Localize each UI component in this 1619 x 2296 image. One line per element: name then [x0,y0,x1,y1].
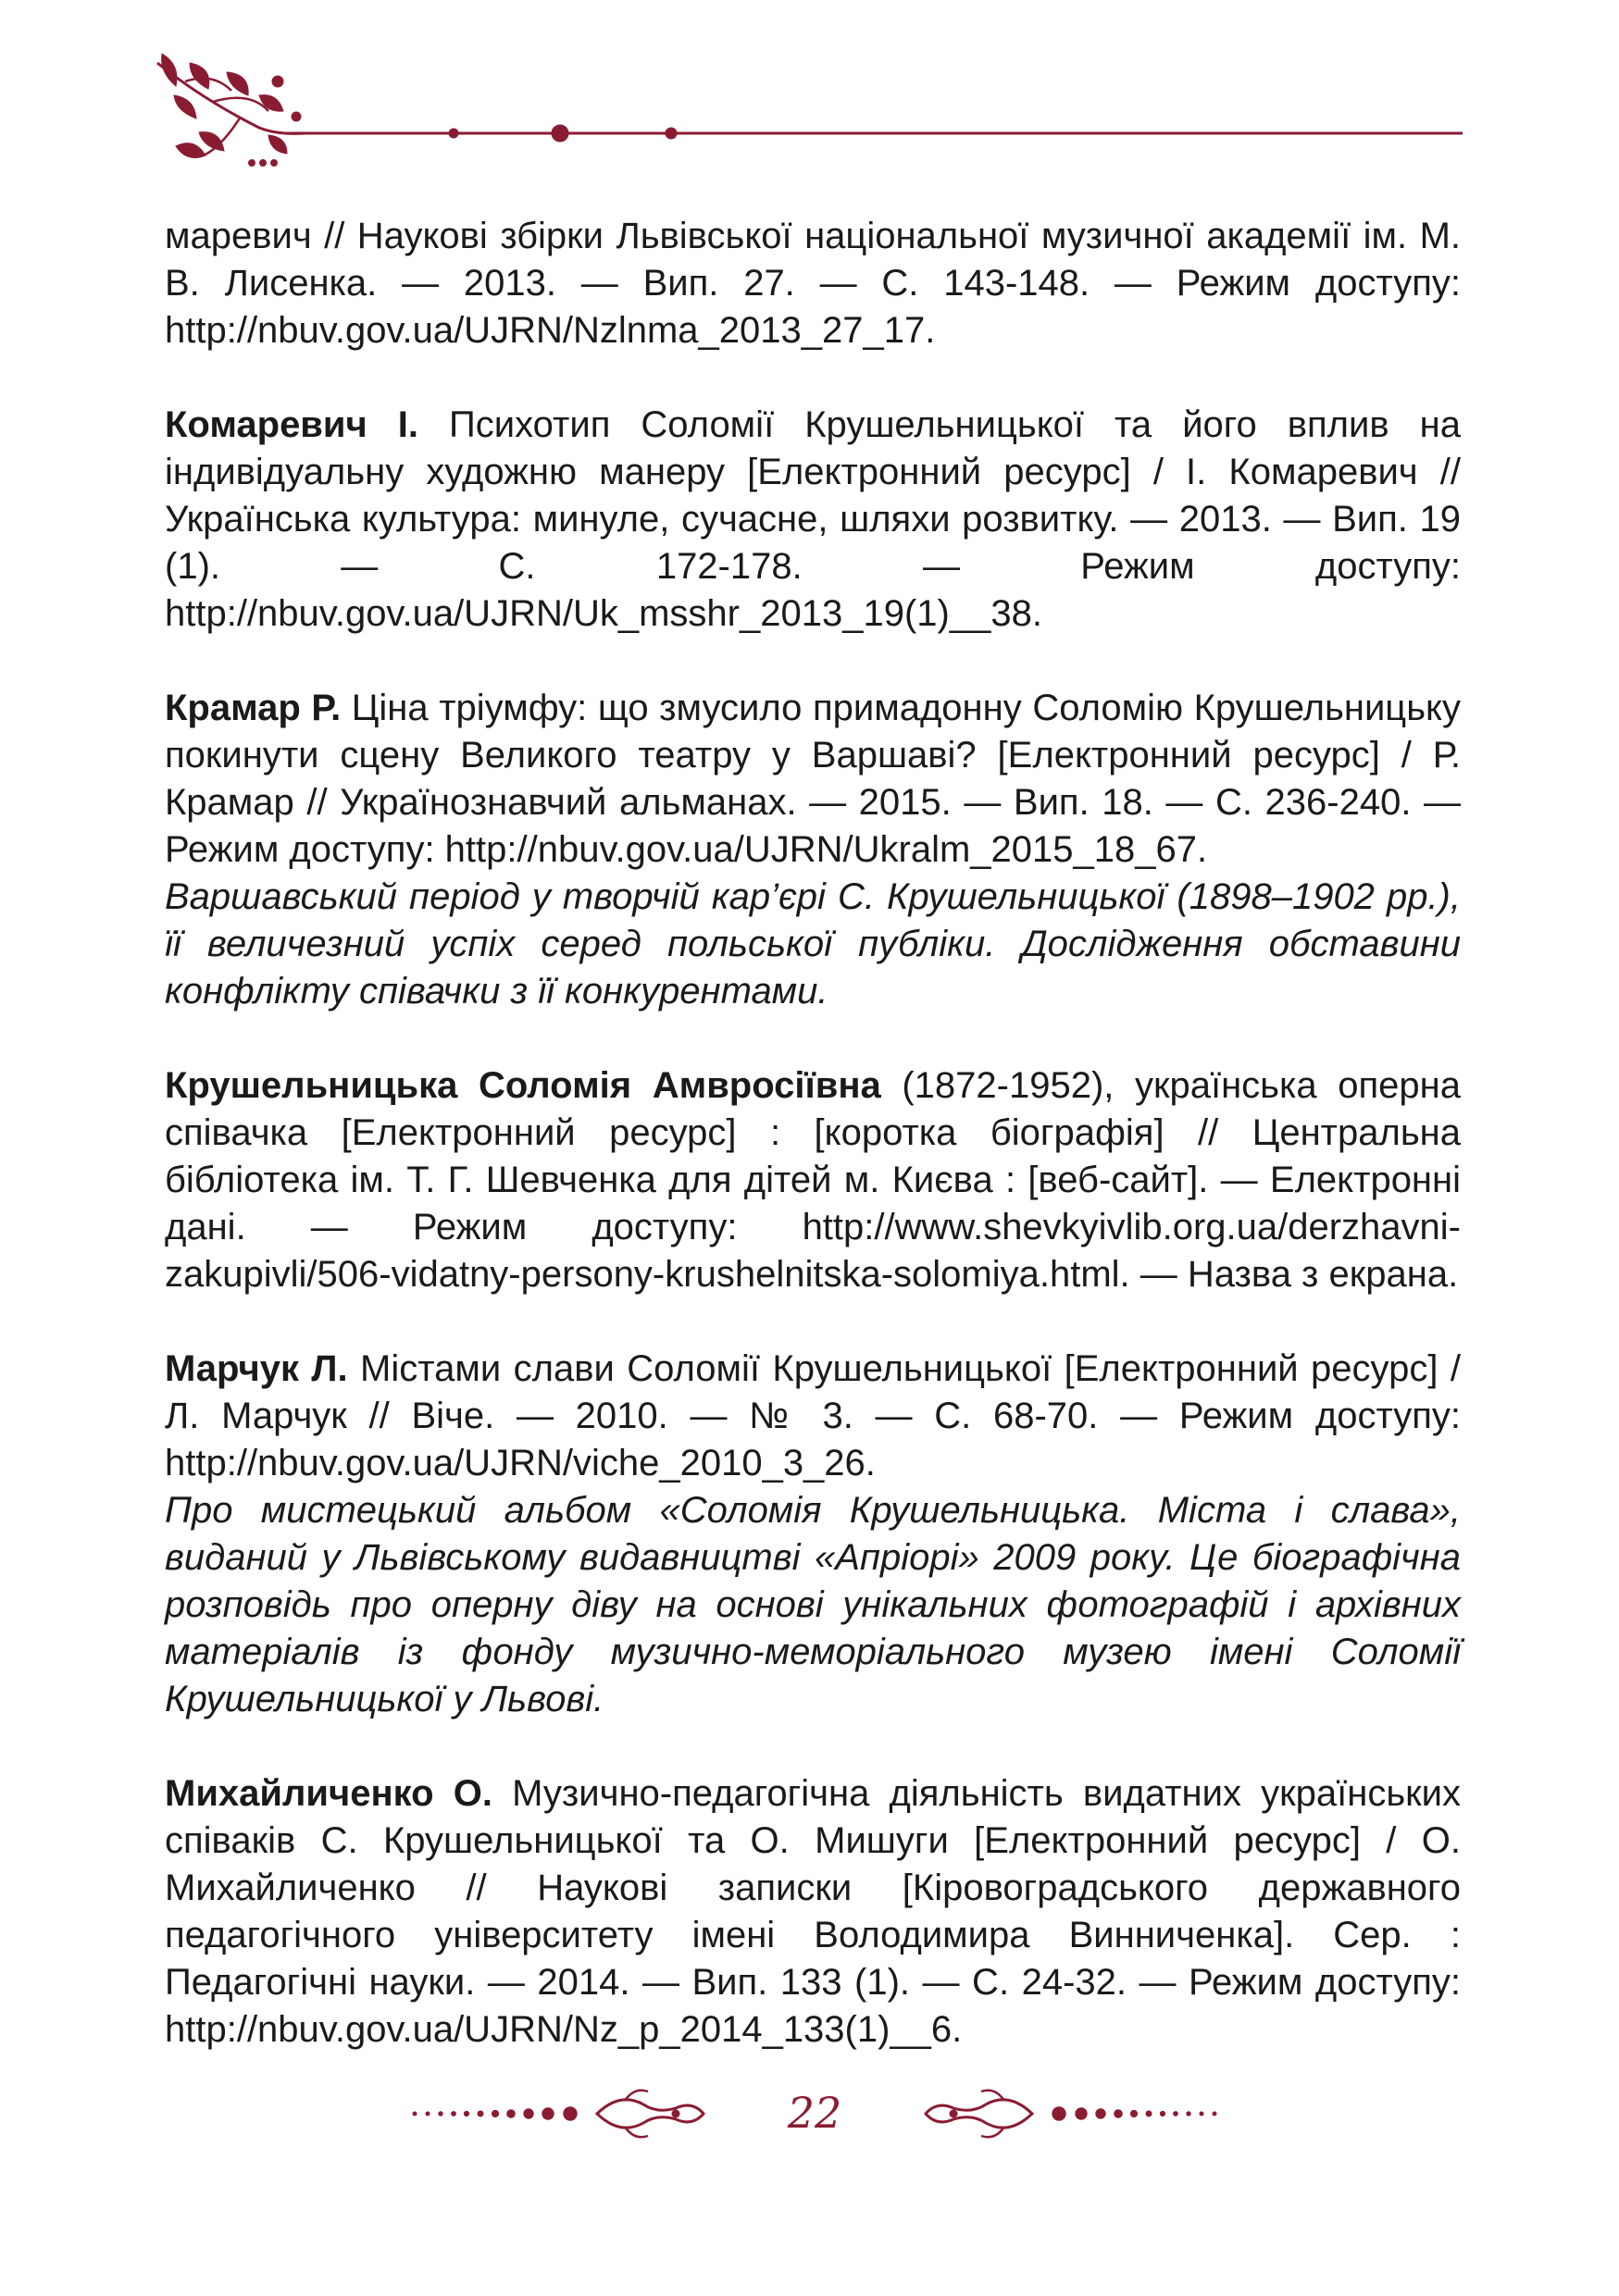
entry-body: (1872-1952), українська оперна співачка [Електронний ресурс] : [коротка біографія] // Центральна бібліотека ім. Т. Г. Шевченка для дітей м. Києва : [веб-сайт]. — Електронні дані. — Режим доступу: http://www.shevkyivlib.org.ua/derzhavni-zakupivli/506-vidatny-persony-krushelnitska-solomiya.html. — Назва з екрана. [165,1065,1461,1295]
entry-citation [165,402,1461,638]
bibliography-entry [165,213,1461,354]
entry-annotation: Про мистецький альбом «Соломія Крушельницька. Міста і слава», виданий у Львівському видавництві «Апріорі» 2009 року. Це біографічна розповідь про оперну діву на основі унікальних фотографій і архівних матеріалів із фонду музично-меморіального музею імені Соломії Крушельницької у Львові. [165,1490,1461,1719]
bibliography-list [165,213,1461,2101]
entry-citation [165,685,1461,874]
bibliography-entry [165,402,1461,638]
entry-author: Михайличенко О. [165,1773,492,1814]
bibliography-entry [165,685,1461,1015]
page-header-ornament [148,44,1463,183]
entry-annotation: Варшавський період у творчій кар’єрі С. Крушельницької (1898–1902 рр.), її величезний успіх серед польської публіки. Дослідження обставини конфлікту співачки з її конкурентами. [165,876,1461,1011]
bibliography-entry [165,1770,1461,2054]
entry-body: маревич // Наукові збірки Львівської національної музичної академії ім. М. В. Лисенка. — 2013. — Вип. 27. — С. 143-148. — Режим доступу: http://nbuv.gov.ua/UJRN/Nzlnma_2013_27_17. [165,216,1461,351]
entry-body: Містами слави Соломії Крушельницької [Електронний ресурс] / Л. Марчук // Віче. — 2010. — № 3. — С. 68-70. — Режим доступу: http://nbuv.gov.ua/UJRN/viche_2010_3_26. [165,1348,1461,1483]
entry-body: Музично-педагогічна діяльність видатних українських співаків С. Крушельницької та О. Мишуги [Електронний ресурс] / О. Михайличенко // Наукові записки [Кіровоградського державного педагогічного університету імені Володимира Винниченка]. Сер. : Педагогічні науки. — 2014. — Вип. 133 (1). — С. 24-32. — Режим доступу: http://nbuv.gov.ua/UJRN/Nz_p_2014_133(1)__6. [165,1773,1462,2050]
bibliography-entry [165,1346,1461,1723]
entry-author: Крушельницька Соломія Амвросіївна [165,1065,881,1106]
entry-citation [165,1346,1461,1487]
entry-body: Ціна тріумфу: що змусило примадонну Соломію Крушельницьку покинути сцену Великого театру у Варшаві? [Електронний ресурс] / Р. Крамар // Українознавчий альманах. — 2015. — Вип. 18. — С. 236-240. — Режим доступу: http://nbuv.gov.ua/UJRN/Ukralm_2015_18_67. [165,688,1461,870]
bibliography-entry [165,1062,1461,1298]
page-number: 22 [787,2088,842,2138]
entry-body: Психотип Соломії Крушельницької та його вплив на індивідуальну художню манеру [Електронний ресурс] / І. Комаревич // Українська культура: минуле, сучасне, шляхи розвитку. — 2013. — Вип. 19 (1). — С. 172-178. — Режим доступу: http://nbuv.gov.ua/UJRN/Uk_msshr_2013_19(1)__38. [165,404,1461,634]
entry-citation [165,213,1461,354]
entry-citation [165,1062,1461,1298]
entry-citation [165,1770,1461,2054]
entry-author: Марчук Л. [165,1348,348,1389]
floral-vine-icon [148,44,1463,183]
entry-author: Комаревич І. [165,404,418,445]
entry-author: Крамар Р. [165,688,342,728]
page-footer [398,2073,1231,2156]
